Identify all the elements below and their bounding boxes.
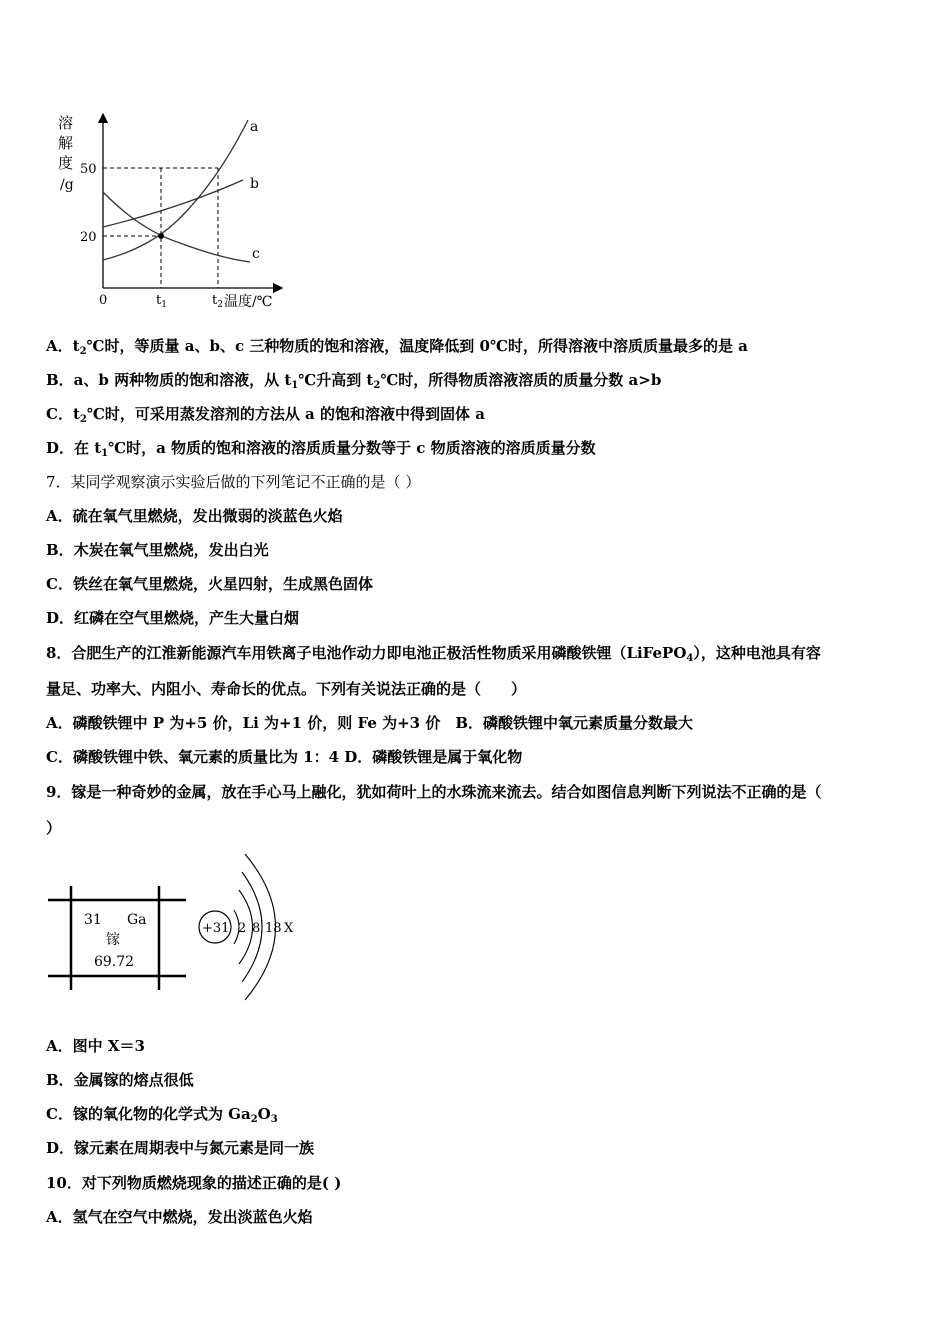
y-label-char-2: 解 [58,134,74,152]
q8-stem-line2: 量足、功率大、内阻小、寿命长的优点。下列有关说法正确的是（ ） [46,680,527,698]
curve-label-b: b [250,176,259,192]
q9-stem-line1: 9．镓是一种奇妙的金属，放在手心马上融化，犹如荷叶上的水珠流来流去。结合如图信息判断下列说法不正确的是（ [46,783,822,801]
q6-option-d: D．在 $t_1℃$时，a 物质的饱和溶液的溶质质量分数等于 c 物质溶液的溶质质量分数 [46,439,596,459]
curve-c [103,192,250,262]
atomic-number: 31 [84,912,102,928]
q6-option-b: B．a、b 两种物质的饱和溶液，从 $t_1℃$升高到 $t_2℃$时，所得物质溶液溶质的质量分数 a>b [46,371,662,391]
shell-electrons-4: X [284,921,294,936]
q10-option-a: A．氢气在空气中燃烧，发出淡蓝色火焰 [46,1208,313,1226]
q10-stem: 10．对下列物质燃烧现象的描述正确的是( ) [46,1174,342,1192]
q9-option-c: C．镓的氧化物的化学式为 $Ga_2O_3$ [46,1105,278,1125]
y-tick-50: 50 [80,162,97,177]
q9-option-b: B．金属镓的熔点很低 [46,1071,194,1089]
y-tick-20: 20 [80,230,97,245]
curve-label-a: a [250,119,259,135]
nucleus-charge: +31 [202,921,230,936]
curve-b [103,180,243,227]
curve-label-c: c [252,246,260,262]
q8-options-ab: A．磷酸铁锂中 P 为+5 价，Li 为+1 价，则 Fe 为+3 价 B．磷酸铁锂中氧元素质量分数最大 [46,714,694,732]
x-axis-label: 温度/℃ [224,294,273,310]
q9-option-d: D．镓元素在周期表中与氮元素是同一族 [46,1139,315,1157]
gallium-diagram [44,848,314,1008]
q7-option-a: A．硫在氧气里燃烧，发出微弱的淡蓝色火焰 [46,507,343,525]
curve-a [103,120,248,260]
shell-electrons-1: 2 [238,921,247,936]
shell-electrons-2: 8 [252,921,261,936]
q8-options-cd: C．磷酸铁锂中铁、氧元素的质量比为 1：4 D．磷酸铁锂是属于氧化物 [46,748,523,766]
q7-option-d: D．红磷在空气里燃烧，产生大量白烟 [46,609,300,627]
element-symbol: Ga [127,912,147,928]
q7-option-b: B．木炭在氧气里燃烧，发出白光 [46,541,269,559]
solubility-graph [40,100,340,320]
y-label-char-1: 溶 [58,114,74,132]
q9-stem-line2: ） [46,819,62,837]
q7-stem: 7．某同学观察演示实验后做的下列笔记不正确的是（ ） [46,473,421,491]
atomic-mass: 69.72 [94,954,135,970]
y-label-char-3: 度 [58,154,74,172]
q9-option-a: A．图中 X＝3 [46,1037,145,1055]
intersection-point [158,233,164,239]
x-tick-t2: $t_2$ [212,293,223,310]
x-tick-0: 0 [99,293,108,308]
q8-stem-line1: 8．合肥生产的江淮新能源汽车用铁离子电池作动力即电池正极活性物质采用磷酸铁锂（LiFePO$_4$），这种电池具有容 [46,644,821,664]
q6-option-a: A．$t_2℃$时，等质量 a、b、c 三种物质的饱和溶液，温度降低到 0℃时，所得溶液中溶质质量最多的是 a [46,337,748,357]
element-name: 镓 [106,932,120,948]
shell-electrons-3: 18 [265,921,282,936]
x-tick-t1: $t_1$ [156,293,167,310]
y-label-char-4: /g [60,177,74,193]
q6-option-c: C．$t_2℃$时，可采用蒸发溶剂的方法从 a 的饱和溶液中得到固体 a [46,405,485,425]
q7-option-c: C．铁丝在氧气里燃烧，火星四射，生成黑色固体 [46,575,373,593]
